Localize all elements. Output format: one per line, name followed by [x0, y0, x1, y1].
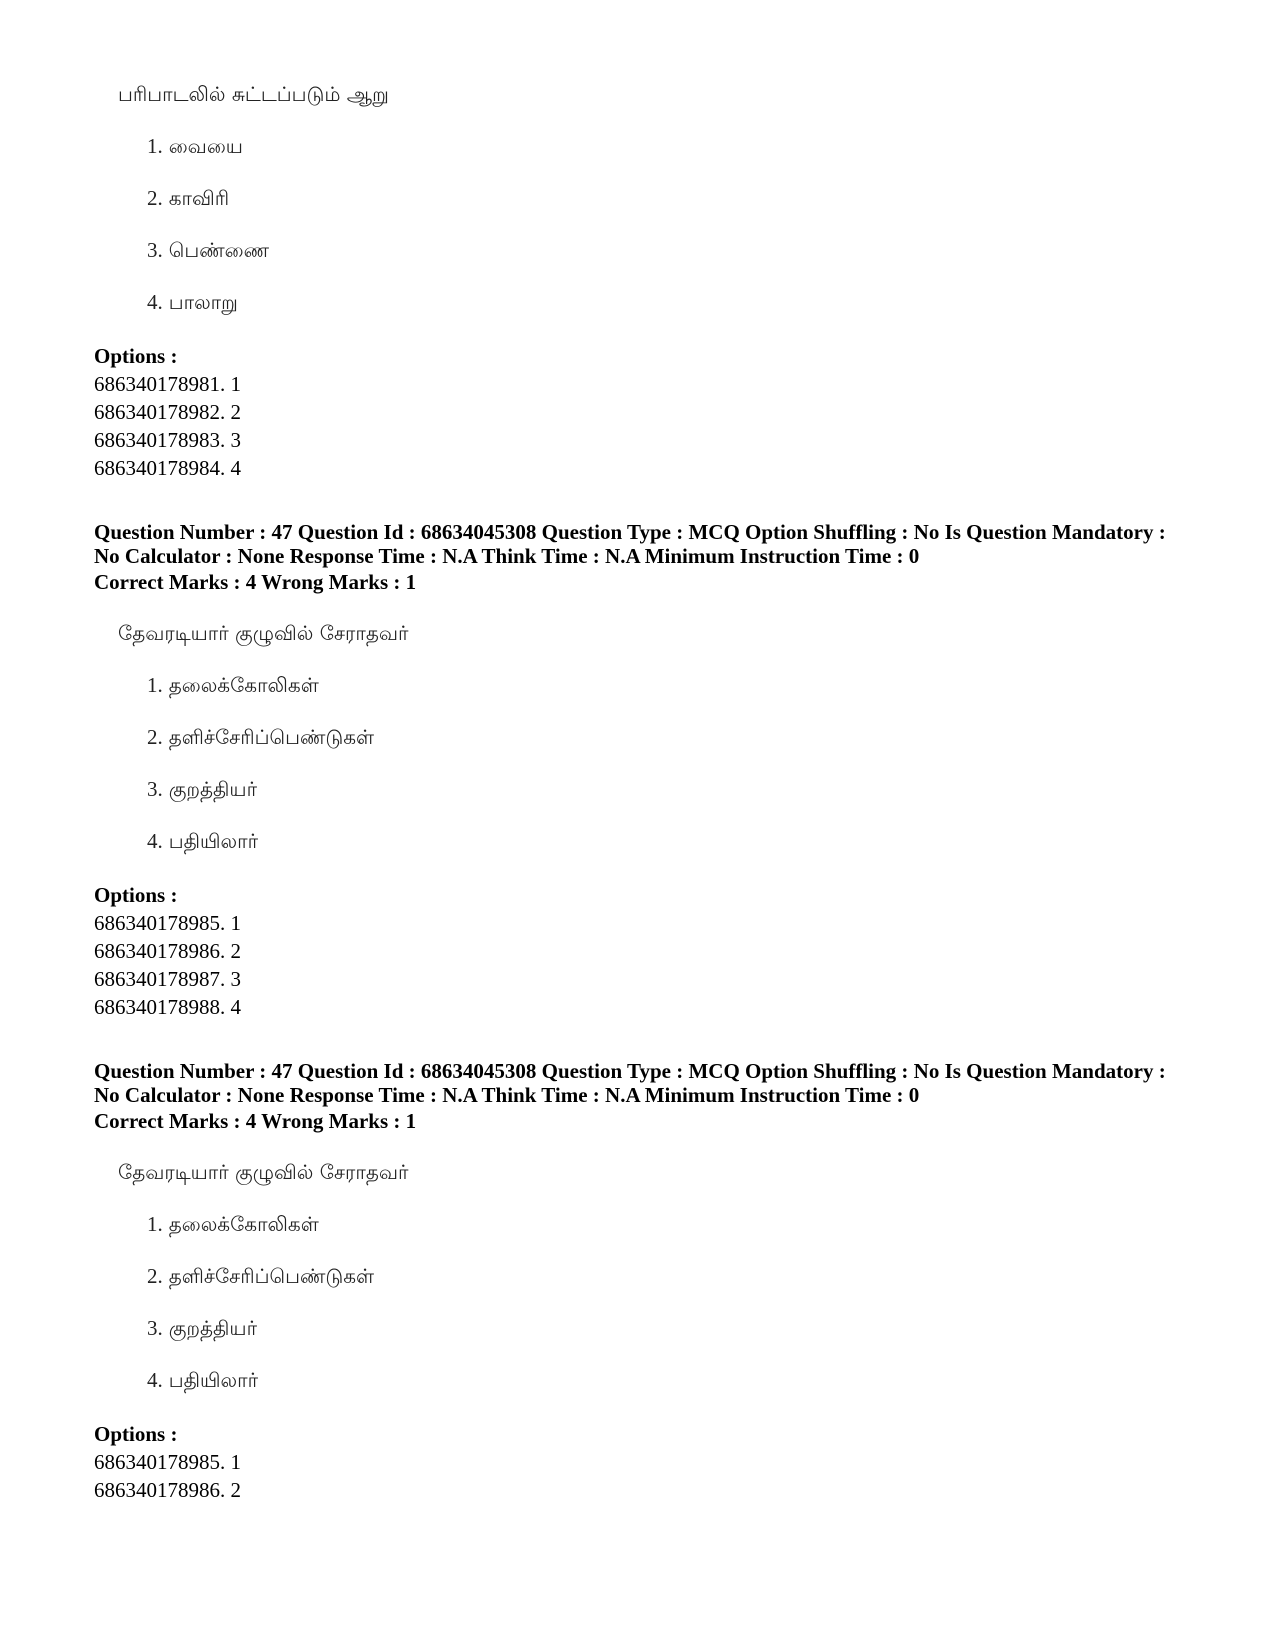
option-line: 686340178985. 1 [94, 911, 241, 935]
option-line: 686340178986. 2 [94, 939, 241, 963]
choice-text: பெண்ணை [168, 238, 270, 262]
choice-number: 3. [147, 238, 163, 262]
question-meta-line: No Calculator : None Response Time : N.A Think Time : N.A Minimum Instruction Time : 0 [94, 544, 920, 568]
choice-text: காவிரி [168, 186, 230, 210]
choice-item [147, 673, 319, 700]
choice-number: 2. [147, 725, 163, 749]
question-meta-line: Question Number : 47 Question Id : 68634045308 Question Type : MCQ Option Shuffling : No Is Question Mandatory : [94, 1059, 1166, 1083]
choice-number: 2. [147, 186, 163, 210]
option-line: 686340178983. 3 [94, 428, 241, 452]
question-text: பரிபாடலில் சுட்டப்படும் ஆறு [118, 82, 389, 106]
choice-text: பதியிலார் [168, 829, 259, 853]
option-line: 686340178987. 3 [94, 967, 241, 991]
option-line: 686340178982. 2 [94, 400, 241, 424]
choice-number: 4. [147, 1368, 163, 1392]
choice-item [147, 829, 258, 856]
choice-item [147, 1264, 374, 1291]
option-line: 686340178985. 1 [94, 1450, 241, 1474]
question-meta-line: No Calculator : None Response Time : N.A Think Time : N.A Minimum Instruction Time : 0 [94, 1083, 920, 1107]
choice-text: குறத்தியர் [168, 1316, 258, 1340]
choice-text: குறத்தியர் [168, 777, 258, 801]
marks-line: Correct Marks : 4 Wrong Marks : 1 [94, 570, 417, 594]
choice-text: பதியிலார் [168, 1368, 259, 1392]
choice-item [147, 1368, 258, 1395]
choice-item [147, 777, 257, 804]
option-line: 686340178984. 4 [94, 456, 241, 480]
choice-text: பாலாறு [168, 290, 238, 314]
choice-text: தலைக்கோலிகள் [168, 1212, 319, 1236]
choice-text: வையை [168, 134, 243, 158]
choice-number: 1. [147, 673, 163, 697]
choice-text: தளிச்சேரிப்பெண்டுகள் [168, 1264, 375, 1288]
marks-line: Correct Marks : 4 Wrong Marks : 1 [94, 1109, 417, 1133]
choice-number: 1. [147, 134, 163, 158]
choice-item [147, 290, 238, 317]
question-text: தேவரடியார் குழுவில் சேராதவர் [118, 621, 409, 645]
choice-item [147, 134, 243, 161]
choice-number: 4. [147, 829, 163, 853]
question-meta [94, 520, 1244, 568]
choice-number: 4. [147, 290, 163, 314]
choice-item [147, 725, 374, 752]
option-line: 686340178988. 4 [94, 995, 241, 1019]
choice-number: 1. [147, 1212, 163, 1236]
choice-item [147, 1316, 257, 1343]
choice-text: தளிச்சேரிப்பெண்டுகள் [168, 725, 375, 749]
options-heading: Options : [94, 883, 178, 907]
option-line: 686340178986. 2 [94, 1478, 241, 1502]
question-text: தேவரடியார் குழுவில் சேராதவர் [118, 1160, 409, 1184]
option-line: 686340178981. 1 [94, 372, 241, 396]
question-meta [94, 1059, 1244, 1107]
choice-number: 3. [147, 777, 163, 801]
choice-number: 2. [147, 1264, 163, 1288]
options-heading: Options : [94, 1422, 178, 1446]
choice-number: 3. [147, 1316, 163, 1340]
choice-item [147, 1212, 319, 1239]
choice-item [147, 186, 229, 213]
choice-item [147, 238, 269, 265]
options-heading: Options : [94, 344, 178, 368]
choice-text: தலைக்கோலிகள் [168, 673, 319, 697]
question-meta-line: Question Number : 47 Question Id : 68634045308 Question Type : MCQ Option Shuffling : No Is Question Mandatory : [94, 520, 1166, 544]
